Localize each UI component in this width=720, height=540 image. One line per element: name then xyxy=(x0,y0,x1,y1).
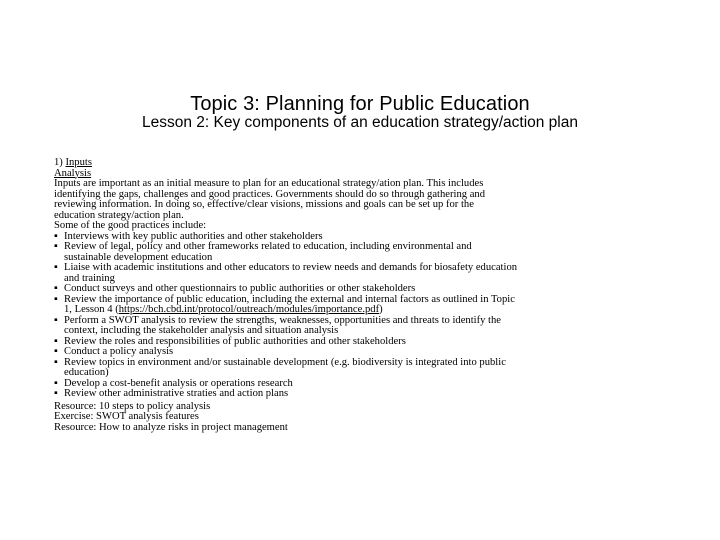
link-suffix: ) xyxy=(379,304,383,315)
list-item-text: Liaise with academic institutions and other educators to review needs and demands for biosafety education xyxy=(64,262,518,273)
slide-subtitle: Lesson 2: Key components of an education strategy/action plan xyxy=(141,114,578,131)
bullet-icon: ▪ xyxy=(54,230,58,242)
bullet-icon: ▪ xyxy=(54,388,58,399)
list-item xyxy=(54,347,614,358)
section-number: 1) xyxy=(54,157,63,168)
exercise-swot: Exercise: SWOT analysis features xyxy=(54,411,199,422)
section-heading xyxy=(54,158,614,169)
list-intro: Some of the good practices include: xyxy=(54,220,207,231)
bullet-icon: ▪ xyxy=(54,262,58,273)
resource-policy-analysis: Resource: 10 steps to policy analysis xyxy=(54,400,211,412)
list-item-text: and training xyxy=(64,272,115,284)
list-item-text: Review topics in environment and/or sustainable development (e.g. biodiversity is integrated into public xyxy=(64,356,506,368)
intro-line: identifying the gaps, challenges and good practices. Governments should do so through gathering and xyxy=(54,188,486,200)
bullet-icon: ▪ xyxy=(54,377,58,389)
bullet-icon: ▪ xyxy=(54,283,58,294)
link-prefix: 1, Lesson 4 ( xyxy=(64,304,119,315)
bullet-icon: ▪ xyxy=(54,346,58,357)
slide-body xyxy=(54,158,614,433)
list-item xyxy=(54,263,614,284)
intro-paragraph xyxy=(54,179,614,221)
good-practices-list xyxy=(54,232,614,400)
intro-line: Inputs are important as an initial measure to plan for an educational strategy/ation plan. This includes xyxy=(54,178,484,189)
list-item-text: Review the roles and responsibilities of public authorities and other stakeholders xyxy=(64,335,406,347)
list-item-text: Perform a SWOT analysis to review the strengths, weaknesses, opportunities and threats to identify the xyxy=(64,314,501,326)
bullet-icon: ▪ xyxy=(54,241,58,252)
list-item-text: context, including the stakeholder analysis and situation analysis xyxy=(64,325,339,336)
intro-line: reviewing information. In doing so, effective/clear visions, missions and goals can be set up for the xyxy=(54,199,474,210)
list-item xyxy=(54,389,614,400)
list-item-text: Review of legal, policy and other frameworks related to education, including environmental and xyxy=(64,241,472,252)
list-item-text: Review the importance of public education, including the external and internal factors as outlined in Topic xyxy=(64,293,515,305)
list-item-text: Interviews with key public authorities and other stakeholders xyxy=(64,230,323,242)
list-item-text: Conduct surveys and other questionnairs to public authorities or other stakeholders xyxy=(64,283,416,294)
list-item-text: Conduct a policy analysis xyxy=(64,346,174,357)
resource-risk-analysis: Resource: How to analyze risks in project management xyxy=(54,421,288,433)
slide-title: Topic 3: Planning for Public Education xyxy=(190,93,530,115)
section-title: Inputs xyxy=(65,157,92,168)
list-item-text: sustainable development education xyxy=(64,251,213,263)
list-item xyxy=(54,242,614,263)
list-item xyxy=(54,284,614,295)
list-item-text: Review other administrative straties and action plans xyxy=(64,388,289,399)
importance-pdf-link[interactable]: https://bch.cbd.int/protocol/outreach/modules/importance.pdf xyxy=(118,304,380,315)
list-item xyxy=(54,295,614,316)
bullet-icon: ▪ xyxy=(54,293,58,305)
intro-line: education strategy/action plan. xyxy=(54,209,184,221)
list-item xyxy=(54,358,614,379)
bullet-icon: ▪ xyxy=(54,335,58,347)
bullet-icon: ▪ xyxy=(54,314,58,326)
list-item-text xyxy=(64,305,614,316)
list-item xyxy=(54,316,614,337)
subsection-title: Analysis xyxy=(54,167,92,179)
list-item-text: education) xyxy=(64,367,109,378)
bullet-icon: ▪ xyxy=(54,356,58,368)
list-item-text: Develop a cost-benefit analysis or operations research xyxy=(64,377,293,389)
